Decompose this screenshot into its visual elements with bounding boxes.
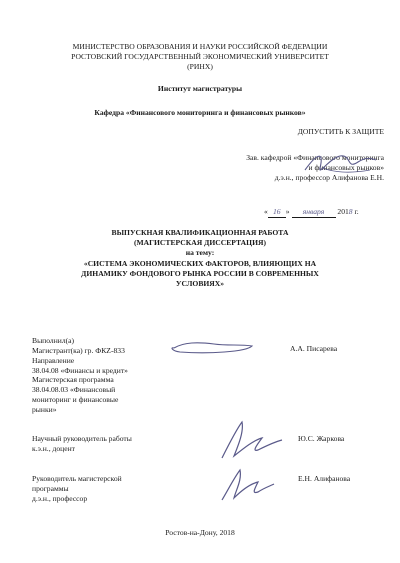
date-month: января [292,207,336,218]
ministry-title: МИНИСТЕРСТВО ОБРАЗОВАНИЯ И НАУКИ РОССИЙСКОЙ ФЕДЕРАЦИИ [72,42,328,51]
supervisor-role: Научный руководитель работы [32,434,132,443]
supervisor-details [32,434,132,454]
approval-date [264,207,359,218]
topic-label: на тему: [185,248,215,257]
author-name: А.А. Писарева [290,344,338,353]
author-done-by: Выполнил(а) [32,336,75,345]
department-head-line3: д.э.н., профессор Алифанова Е.Н. [274,172,384,182]
program-head-signature [216,466,276,504]
department-name: Кафедра «Финансового мониторинга и финансовых рынков» [94,108,306,117]
date-open-quote: « [264,207,268,216]
university-name: РОСТОВСКИЙ ГОСУДАРСТВЕННЫЙ ЭКОНОМИЧЕСКИЙ УНИВЕРСИТЕТ [71,52,329,61]
institute-name: Институт магистратуры [157,84,243,93]
topic-line3: УСЛОВИЯХ» [175,279,225,288]
program-head-degree: д.э.н., профессор [32,493,88,503]
supervisor-name: Ю.С. Жаркова [298,434,345,443]
university-abbr: (РИНХ) [187,62,213,71]
program-head-details [32,474,122,504]
topic-line2: ДИНАМИКУ ФОНДОВОГО РЫНКА РОССИИ В СОВРЕМЕННЫХ [81,269,319,278]
supervisor-signature [214,418,284,462]
department-head-line1: Зав. кафедрой «Финансового мониторинга [246,153,384,162]
admit-to-defense: ДОПУСТИТЬ К ЗАЩИТЕ [297,127,384,136]
author-signature [168,340,258,360]
department-head-line2: и финансовых рынков» [308,162,384,172]
date-day: 16 [268,207,286,218]
date-close-quote: » [285,207,290,216]
date-year-prefix: 201 [337,207,349,216]
work-type: ВЫПУСКНАЯ КВАЛИФИКАЦИОННАЯ РАБОТА [111,228,289,237]
author-direction: 38.04.08 «Финансы и кредит» [32,365,128,375]
author-program-line1: 38.04.08.03 «Финансовый [32,385,116,395]
program-head-name: Е.Н. Алифанова [298,474,351,483]
author-details [32,336,128,415]
topic-line1: «СИСТЕМА ЭКОНОМИЧЕСКИХ ФАКТОРОВ, ВЛИЯЮЩИХ НА [83,259,317,268]
head-signature [300,148,380,182]
place-and-year: Ростов-на-Дону, 2018 [165,528,235,537]
author-program-label: Магистерская программа [32,375,114,385]
supervisor-degree: к.э.н., доцент [32,443,75,453]
author-program-line3: рынки» [32,405,57,415]
dissertation-type: (МАГИСТЕРСКАЯ ДИССЕРТАЦИЯ) [133,238,266,247]
author-program-line2: мониторинг и финансовые [32,395,119,405]
author-group: Магистрант(ка) гр. ФКZ-833 [32,345,125,355]
program-head-role: Руководитель магистерской [32,474,122,483]
date-year-suffix: г. [354,207,359,216]
date-year-hand: 8 [348,207,353,216]
author-direction-label: Направление [32,355,75,365]
program-head-role-cont: программы [32,483,69,493]
